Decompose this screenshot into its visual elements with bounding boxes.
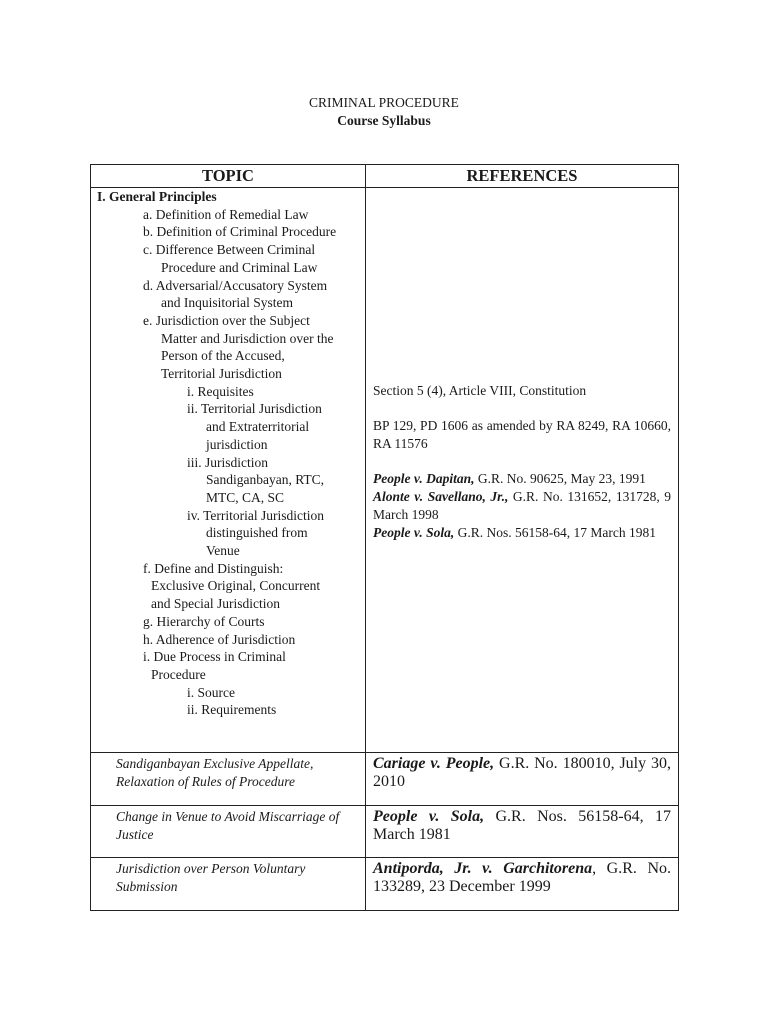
case-citation: G.R. No. 131652, 131728, 9 March 1998: [373, 489, 671, 522]
topic-item-cont: and Inquisitorial System: [161, 295, 293, 311]
topic-item: a. Definition of Remedial Law: [143, 206, 309, 222]
case-name: People v. Sola,: [373, 524, 455, 540]
table-row: [91, 806, 679, 858]
reference-cell: [366, 753, 679, 806]
case-citation: , G.R. No. 133289, 23 December 1999: [373, 860, 672, 895]
reference-case: [366, 755, 678, 791]
topic-item-cont: Procedure: [151, 666, 206, 682]
reference-case: [366, 860, 678, 896]
topic-item: b. Definition of Criminal Procedure: [143, 224, 337, 240]
reference-case: [366, 488, 678, 523]
topic-text: Change in Venue to Avoid Miscarriage of Justice: [116, 809, 340, 842]
subtopic-item-cont: Sandiganbayan, RTC,: [206, 472, 325, 488]
document-title: CRIMINAL PROCEDURE: [309, 95, 459, 110]
section-heading: I. General Principles: [97, 189, 217, 204]
case-citation: G.R. No. 180010, July 30, 2010: [373, 755, 672, 790]
reference-cell: [366, 858, 679, 911]
reference-case: [366, 524, 678, 542]
topic-item: c. Difference Between Criminal: [143, 242, 316, 258]
table-row: [91, 753, 679, 806]
topic-item-cont: Procedure and Criminal Law: [161, 259, 318, 275]
document-subtitle: Course Syllabus: [337, 113, 431, 128]
topic-cell: [91, 806, 366, 858]
subtopic-item-cont: Venue: [206, 543, 240, 559]
references-cell-general-principles: [366, 188, 679, 753]
reference-cell: [366, 806, 679, 858]
topic-item-cont: Territorial Jurisdiction: [161, 366, 282, 382]
topic-header: TOPIC: [91, 165, 366, 188]
case-name: Antiporda, Jr. v. Garchitorena: [373, 860, 593, 877]
reference-case: [366, 808, 678, 844]
topic-item-cont: Matter and Jurisdiction over the: [161, 330, 334, 346]
topic-text: Jurisdiction over Person Voluntary Submission: [116, 861, 306, 894]
topic-cell: [91, 858, 366, 911]
case-citation: G.R. Nos. 56158-64, 17 March 1981: [373, 808, 671, 843]
topic-item: h. Adherence of Jurisdiction: [143, 631, 296, 647]
topic-item: e. Jurisdiction over the Subject: [143, 312, 310, 328]
case-name: Cariage v. People,: [373, 755, 495, 772]
reference-case: [366, 470, 678, 488]
subtopic-item-cont: jurisdiction: [206, 436, 268, 452]
subtopic-item: iii. Jurisdiction: [187, 454, 268, 470]
topic-item-cont: Person of the Accused,: [161, 348, 285, 364]
subtopic-item-cont: and Extraterritorial: [206, 419, 310, 435]
table-row: [91, 188, 679, 753]
references-header: REFERENCES: [366, 165, 679, 188]
subtopic-item-cont: distinguished from: [206, 525, 308, 541]
subtopic-item: ii. Requirements: [187, 702, 277, 718]
topic-item: f. Define and Distinguish:: [143, 560, 284, 576]
case-name: People v. Dapitan,: [373, 471, 475, 487]
topic-item: g. Hierarchy of Courts: [143, 613, 265, 629]
case-citation: G.R. No. 90625, May 23, 1991: [474, 471, 646, 487]
table-header-row: [91, 165, 679, 188]
topic-text: Sandiganbayan Exclusive Appellate, Relaxation of Rules of Procedure: [116, 756, 314, 789]
case-name: Alonte v. Savellano, Jr.,: [373, 489, 509, 505]
topic-item-cont: and Special Jurisdiction: [151, 596, 280, 612]
subtopic-item: iv. Territorial Jurisdiction: [187, 507, 325, 523]
topic-cell: [91, 753, 366, 806]
subtopic-item: i. Source: [187, 684, 235, 700]
reference-item: BP 129, PD 1606 as amended by RA 8249, RA 10660, RA 11576: [373, 418, 671, 452]
topic-cell-general-principles: [91, 188, 366, 753]
topic-item-cont: Exclusive Original, Concurrent: [151, 578, 321, 594]
subtopic-item-cont: MTC, CA, SC: [206, 489, 285, 505]
table-row: [91, 858, 679, 911]
syllabus-table: [90, 164, 679, 911]
reference-item: Section 5 (4), Article VIII, Constitution: [373, 383, 587, 398]
topic-item: i. Due Process in Criminal: [143, 649, 286, 665]
case-name: People v. Sola,: [373, 808, 485, 825]
case-citation: G.R. Nos. 56158-64, 17 March 1981: [454, 524, 656, 540]
topic-item: d. Adversarial/Accusatory System: [143, 277, 328, 293]
subtopic-item: ii. Territorial Jurisdiction: [187, 401, 322, 417]
subtopic-item: i. Requisites: [187, 383, 254, 399]
